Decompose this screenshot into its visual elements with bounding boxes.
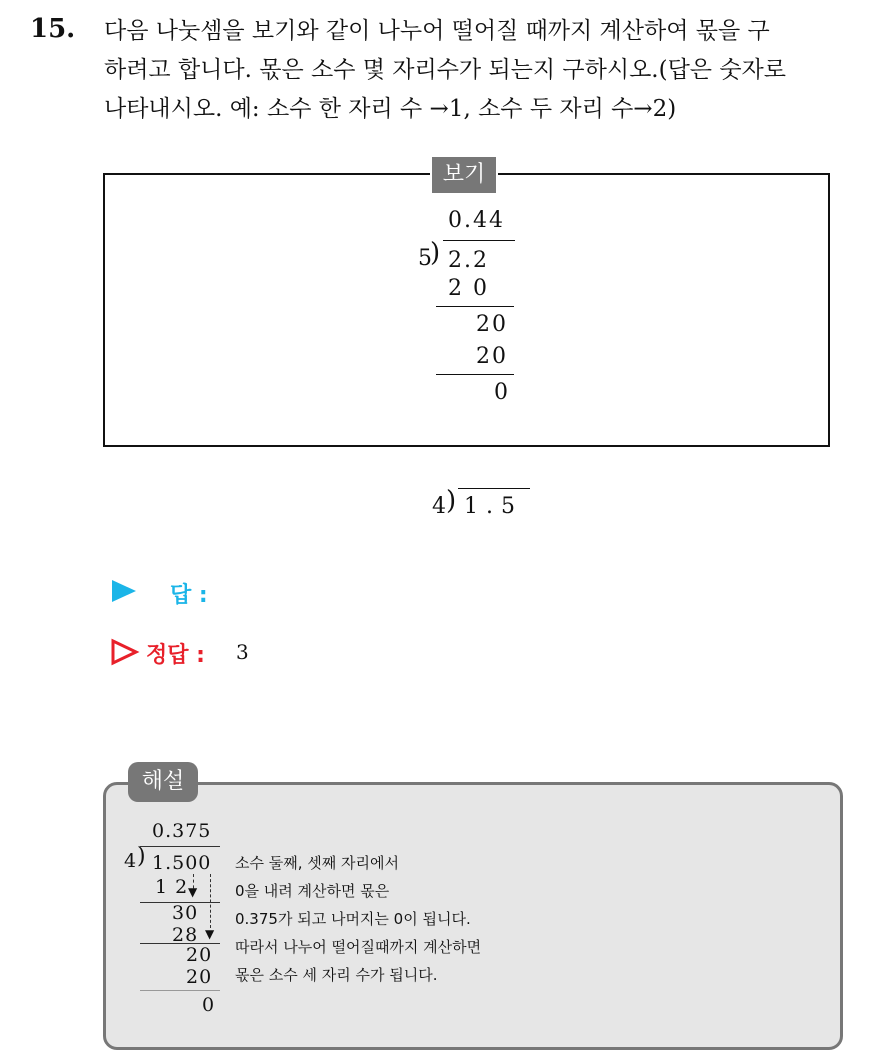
answer-triangle-icon [110,578,138,604]
solution-division-bar [140,846,220,847]
example-division-bar [443,240,515,241]
example-dividend: 2.2 [448,248,489,273]
correct-label: 정답 : [146,643,205,668]
bring-down-arrow-1-icon: ▼ [188,885,198,899]
question-number: 15. [30,14,76,44]
question-text-line-2: 하려고 합니다. 몫은 소수 몇 자리수가 되는지 구하시오.(답은 숫자로 [104,57,786,83]
solution-divisor: 4 [124,850,138,872]
example-quotient: 0.44 [448,208,505,233]
solution-explanation-line-2: 0을 내려 계산하면 몫은 [235,882,390,900]
example-rule-1 [436,306,514,307]
problem-dividend: 1.5 [464,494,523,519]
solution-dividend: 1.500 [152,852,212,874]
example-step-1: 2 0 [448,276,489,301]
example-remainder: 0 [494,380,510,405]
example-step-2: 20 [476,312,508,337]
correct-triangle-outline-icon [110,638,140,666]
solution-explanation-line-3: 0.375가 되고 나머지는 0이 됩니다. [235,910,471,928]
example-label: 보기 [430,155,498,195]
example-rule-2 [436,374,514,375]
solution-step-3: 28 [172,924,199,946]
example-division-bracket: ) [430,238,441,268]
solution-label: 해설 [128,762,198,802]
problem-division-bracket: ) [446,486,457,516]
solution-step-1: 1 2 [155,876,189,898]
solution-remainder: 0 [202,994,216,1016]
example-step-3: 20 [476,344,508,369]
solution-step-5: 20 [186,966,213,988]
solution-explanation-line-5: 몫은 소수 세 자리 수가 됩니다. [235,966,438,984]
correct-value: 3 [236,640,251,664]
problem-division-bar [458,488,530,489]
problem-divisor: 4 [432,494,448,519]
example-divisor: 5 [418,246,434,271]
answer-label: 답 : [170,583,208,608]
solution-quotient: 0.375 [152,820,212,842]
solution-step-2: 30 [172,902,199,924]
solution-explanation-line-4: 따라서 나누어 떨어질때까지 계산하면 [235,938,482,956]
solution-step-4: 20 [186,944,213,966]
solution-division-bracket: ) [137,844,146,869]
solution-rule-3 [140,990,220,991]
bring-down-arrow-2-icon: ▼ [205,927,215,941]
solution-explanation-line-1: 소수 둘째, 셋째 자리에서 [235,854,399,872]
question-text-line-1: 다음 나눗셈을 보기와 같이 나누어 떨어질 때까지 계산하여 몫을 구 [104,18,770,44]
question-text-line-3: 나타내시오. 예: 소수 한 자리 수 →1, 소수 두 자리 수→2) [104,96,677,122]
bring-down-dash-2 [210,874,211,928]
